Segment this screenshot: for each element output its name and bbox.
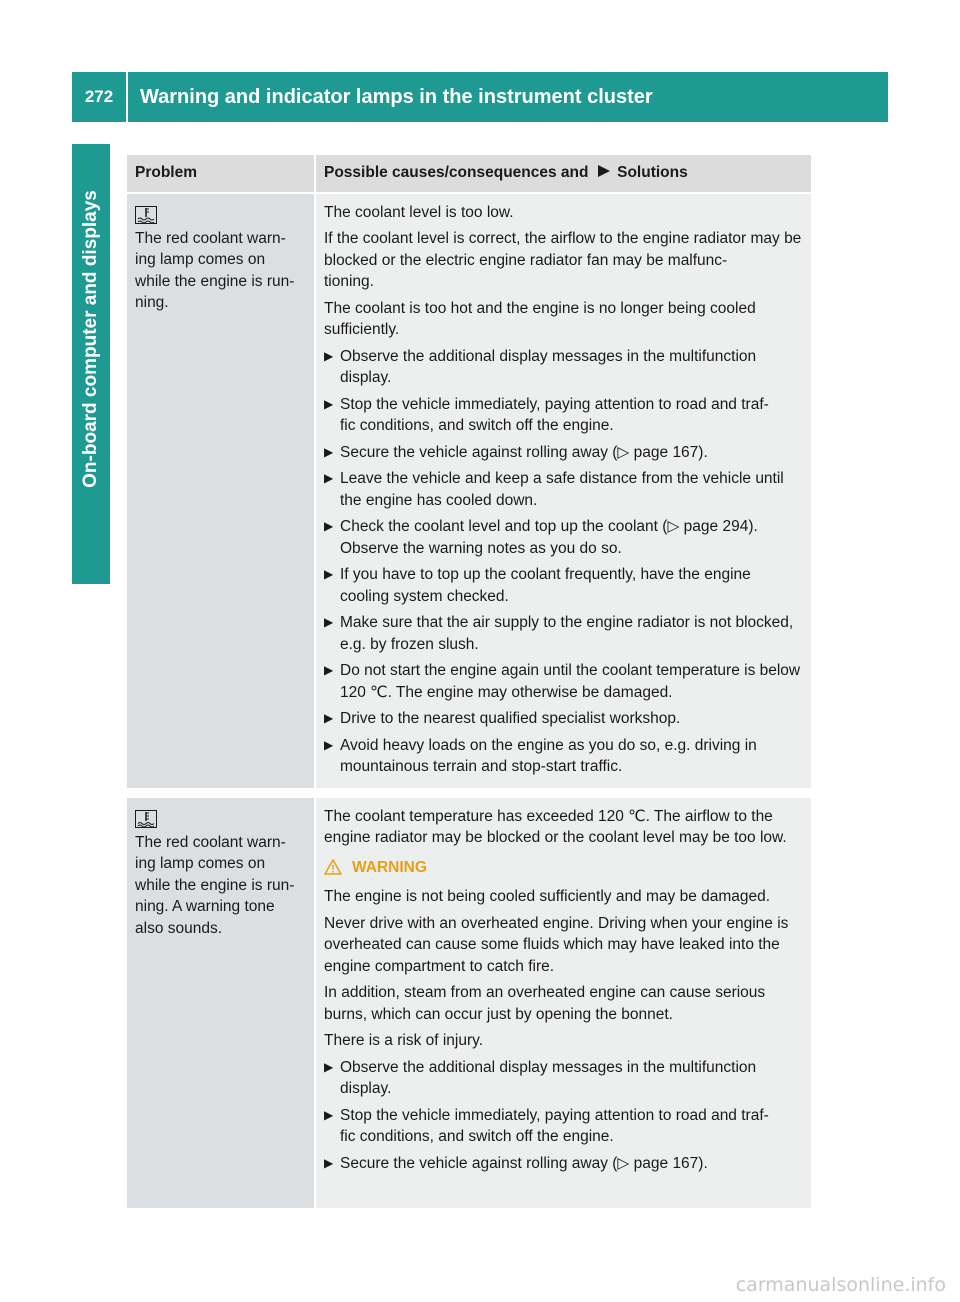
cause-text: If the coolant level is correct, the airflow to the engine radiator may be blocked or the electric engine radiator fan may be malfunc- tioning. — [324, 230, 802, 290]
watermark: carmanualsonline.info — [735, 1274, 946, 1296]
solution-cell — [315, 193, 811, 793]
column-header-problem: Problem — [127, 155, 315, 193]
solution-step — [324, 442, 803, 464]
action-arrow-icon — [597, 164, 611, 178]
solution-step — [324, 468, 803, 511]
solution-step — [324, 660, 803, 703]
step-text: Observe the additional display messages in the multifunction display. — [340, 1058, 757, 1097]
step-text: Make sure that the air supply to the engine radiator is not blocked, e.g. by frozen slush. — [340, 614, 794, 653]
step-text: Avoid heavy loads on the engine as you do so, e.g. driving in mountainous terrain and stop-start traffic. — [340, 736, 757, 775]
action-arrow-icon: ▶ — [324, 348, 334, 363]
step-text: Secure the vehicle against rolling away (▷ page 167). — [340, 1154, 708, 1172]
page-title: Warning and indicator lamps in the instrument cluster — [140, 85, 653, 108]
step-text: Drive to the nearest qualified specialist workshop. — [340, 710, 681, 727]
action-arrow-icon: ▶ — [324, 396, 334, 411]
action-arrow-icon: ▶ — [324, 711, 334, 725]
warning-text: The engine is not being cooled sufficiently and may be damaged. — [324, 888, 771, 905]
action-arrow-icon: ▶ — [324, 1155, 334, 1170]
column-header-solutions — [315, 155, 811, 193]
solution-step — [324, 564, 803, 607]
column-header-solutions-label: Possible causes/consequences and — [324, 164, 589, 181]
action-arrow-icon: ▶ — [324, 567, 334, 581]
table-row — [127, 793, 811, 1208]
solution-step — [324, 708, 803, 730]
action-arrow-icon: ▶ — [324, 663, 334, 677]
solution-step — [324, 735, 803, 778]
step-text: Do not start the engine again until the coolant temperature is below 120 ℃. The engine may otherwise be damaged. — [340, 662, 801, 701]
action-arrow-icon: ▶ — [324, 737, 334, 752]
cause-text: The coolant is too hot and the engine is no longer being cooled sufficiently. — [324, 299, 756, 338]
action-arrow-icon: ▶ — [324, 471, 334, 485]
solution-cell — [315, 793, 811, 1208]
warning-triangle-icon — [324, 859, 342, 875]
solution-step — [324, 1105, 803, 1148]
solution-step — [324, 612, 803, 655]
warning-text: There is a risk of injury. — [324, 1032, 484, 1049]
solution-step — [324, 1153, 803, 1175]
step-text: Stop the vehicle immediately, paying attention to road and traf- fic conditions, and switch off the engine. — [340, 1106, 769, 1145]
action-arrow-icon: ▶ — [324, 615, 334, 629]
action-arrow-icon: ▶ — [324, 444, 334, 459]
solution-step — [324, 394, 803, 437]
solution-step — [324, 1057, 803, 1100]
problem-cell — [127, 193, 315, 793]
coolant-temperature-icon — [135, 810, 157, 828]
warning-text: Never drive with an overheated engine. Driving when your engine is overheated can cause some fluids which may have leaked into the engine compartment to catch fire. — [324, 914, 789, 975]
solution-step — [324, 346, 803, 389]
step-text: If you have to top up the coolant frequently, have the engine cooling system checked. — [340, 566, 751, 605]
step-text: Stop the vehicle immediately, paying attention to road and traf- fic conditions, and switch off the engine. — [340, 395, 769, 434]
table-row — [127, 193, 811, 793]
cause-text: The coolant level is too low. — [324, 203, 514, 221]
problem-text: The red coolant warn- ing lamp comes on while the engine is run- ning. — [135, 229, 295, 311]
side-tab-label: On-board computer and displays — [80, 190, 101, 488]
step-text: Secure the vehicle against rolling away (▷ page 167). — [340, 443, 708, 461]
table-header-row — [127, 155, 811, 193]
warning-text: In addition, steam from an overheated engine can cause serious burns, which can occur just by opening the bonnet. — [324, 984, 766, 1023]
warning-lamp-table — [127, 155, 811, 1208]
step-text: Observe the additional display messages in the multifunction display. — [340, 347, 757, 386]
column-header-solutions-suffix: Solutions — [617, 164, 688, 181]
problem-text: The red coolant warn- ing lamp comes on while the engine is run- ning. A warning tone also sounds. — [135, 833, 295, 937]
page-number: 272 — [84, 87, 114, 106]
step-text: Check the coolant level and top up the coolant (▷ page 294). Observe the warning notes as you do so. — [340, 518, 758, 557]
coolant-level-icon — [135, 206, 157, 224]
step-text: Leave the vehicle and keep a safe distance from the vehicle until the engine has cooled down. — [340, 470, 784, 509]
cause-text: The coolant temperature has exceeded 120 ℃. The airflow to the engine radiator may be blocked or the coolant level may be too low. — [324, 807, 787, 846]
solution-step — [324, 516, 803, 559]
side-tab-label-wrap — [72, 144, 110, 534]
action-arrow-icon: ▶ — [324, 519, 334, 533]
action-arrow-icon: ▶ — [324, 1059, 334, 1074]
warning-label: WARNING — [352, 858, 427, 876]
action-arrow-icon: ▶ — [324, 1107, 334, 1122]
warning-heading — [324, 857, 803, 879]
header-divider — [126, 72, 128, 122]
problem-cell — [127, 793, 315, 1208]
